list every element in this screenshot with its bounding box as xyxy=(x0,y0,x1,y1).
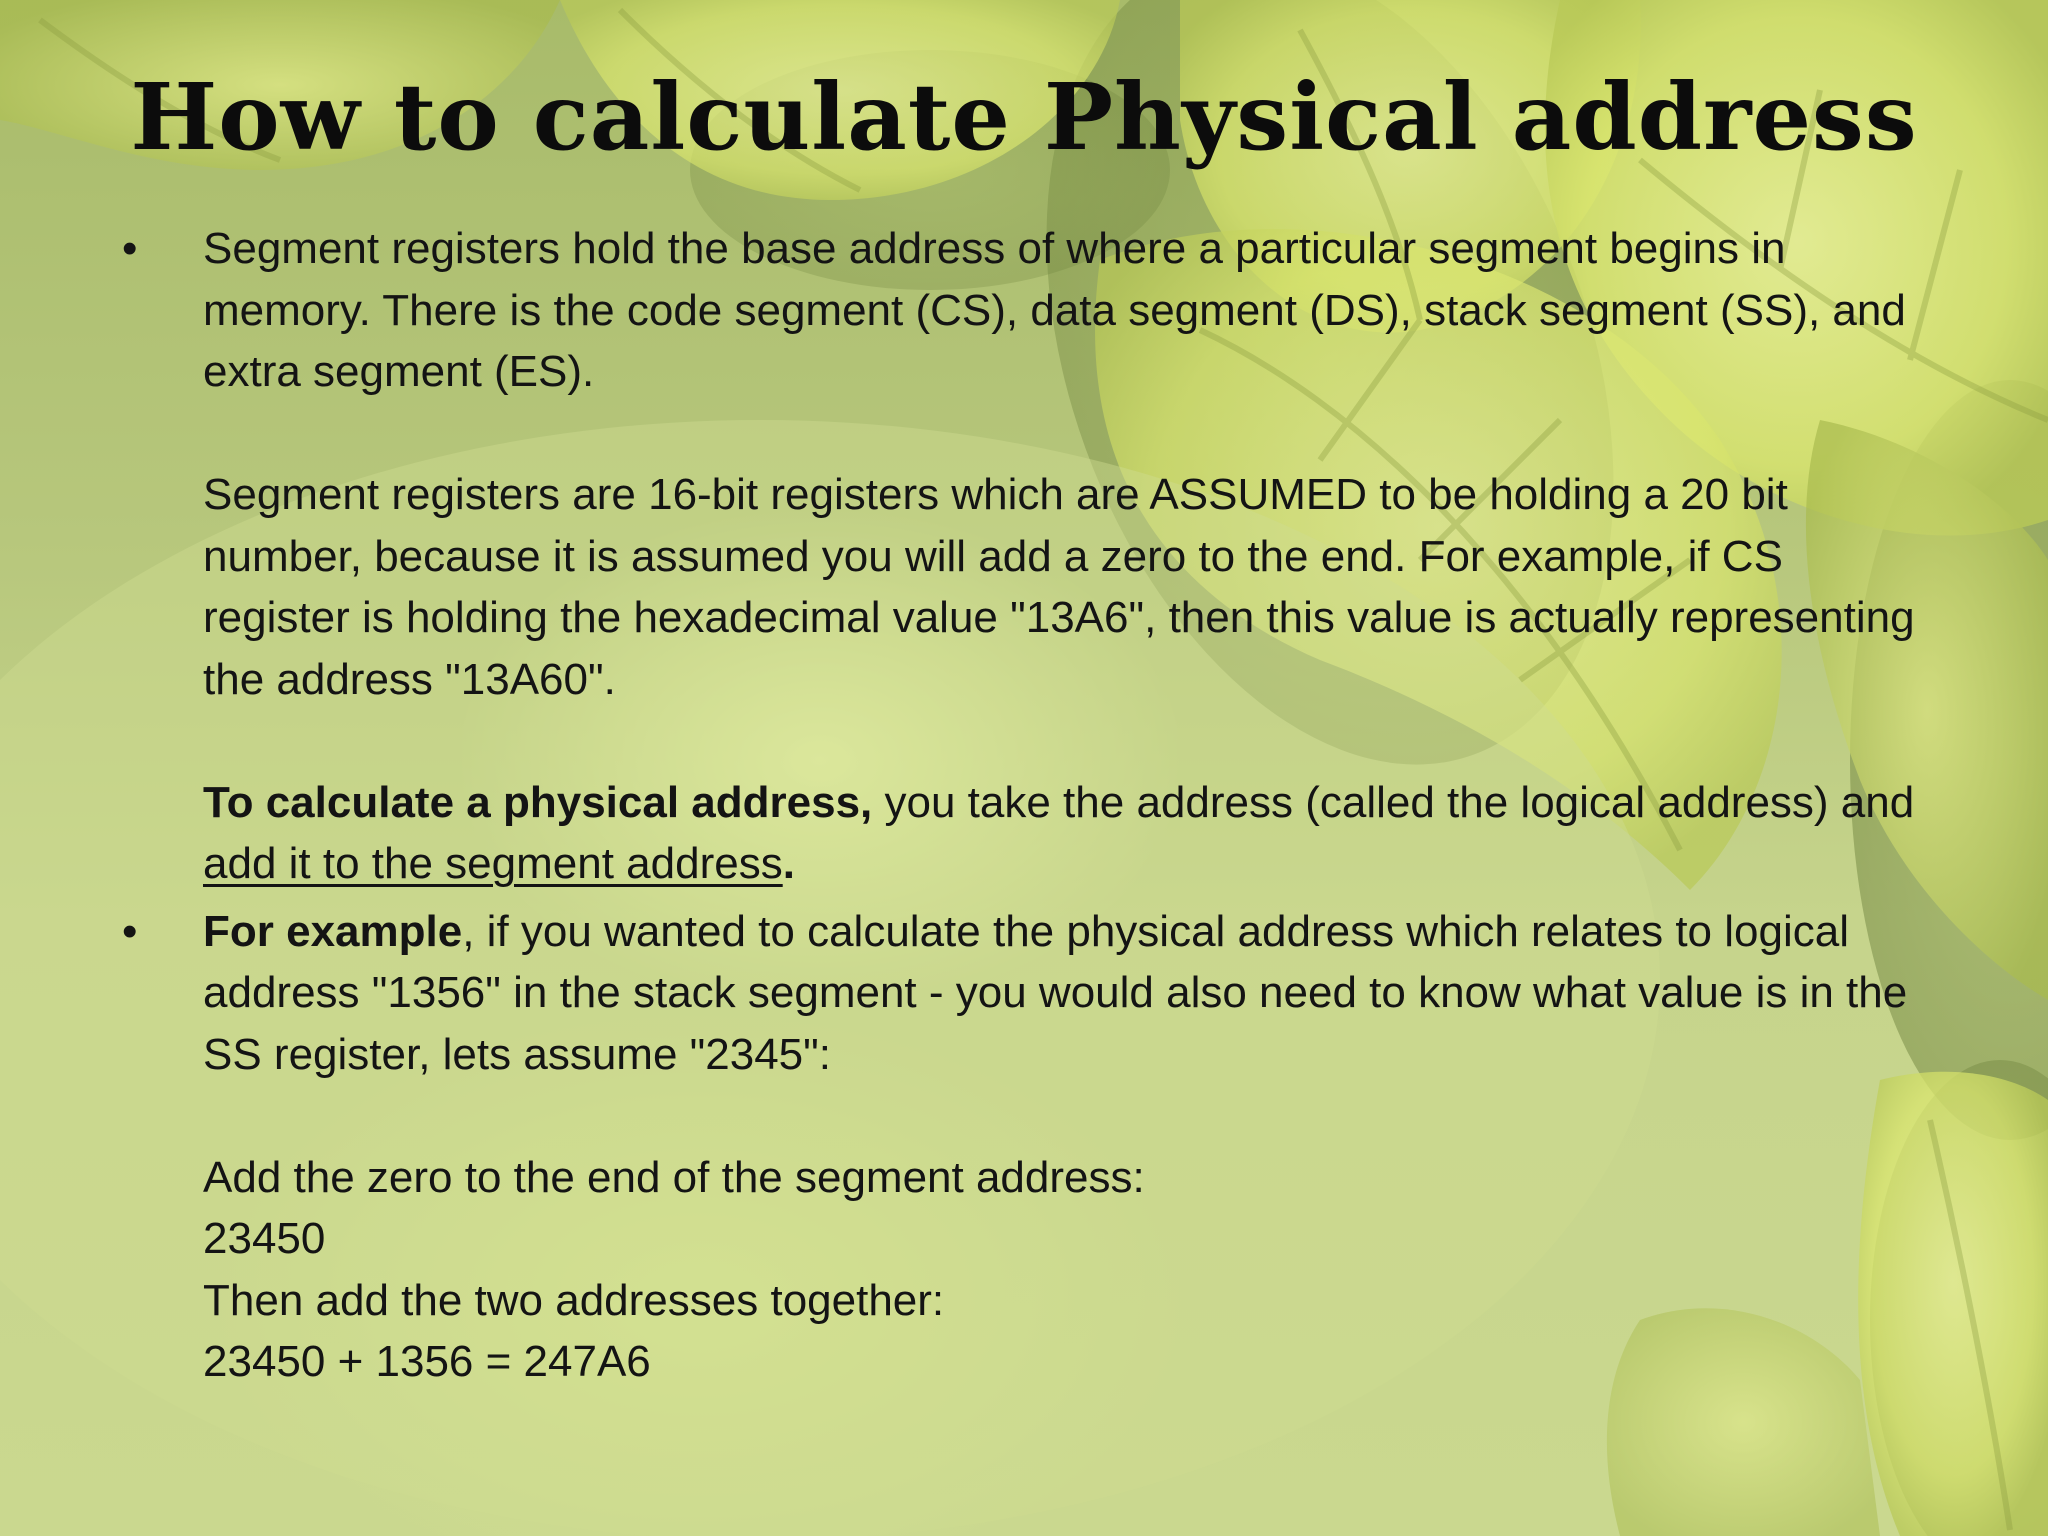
bullet-icon: • xyxy=(122,906,138,956)
paragraph-16-bit-registers: Segment registers are 16-bit registers which are ASSUMED to be holding a 20 bit number, because it is assumed you will add a zero to the end. For example, if CS register is holding the hexadecimal value "13A6", then this value is actually representing the address "13A60". xyxy=(203,470,1915,704)
period-text: . xyxy=(782,839,795,888)
slide-content xyxy=(120,218,1940,1393)
step-segment-value: 23450 xyxy=(203,1214,326,1263)
bullet-item-segment-registers xyxy=(120,218,1940,895)
underlined-text: add it to the segment address xyxy=(203,839,783,888)
spacer xyxy=(203,1085,1940,1147)
bold-lead-text: For example xyxy=(203,906,463,956)
bullet-icon: • xyxy=(122,224,138,273)
step-add-together: Then add the two addresses together: xyxy=(203,1275,945,1325)
bullet-item-example xyxy=(120,901,1940,1393)
paragraph-text: , if you wanted to calculate the physical address which relates to logical address "1356" in the stack segment - you would also need to know what value is in the SS register, lets assume "2345": xyxy=(203,906,1908,1079)
spacer xyxy=(203,403,1940,465)
step-add-zero: Add the zero to the end of the segment address: xyxy=(203,1152,1145,1202)
spacer xyxy=(203,710,1940,772)
paragraph-text: you take the address (called the logical address) and xyxy=(872,777,1915,827)
step-result: 23450 + 1356 = 247A6 xyxy=(203,1337,651,1386)
slide-title: How to calculate Physical address xyxy=(130,63,1918,171)
bold-lead-text: To calculate a physical address, xyxy=(203,777,873,827)
paragraph-example xyxy=(203,901,1940,1086)
paragraph-segment-registers: Segment registers hold the base address of where a particular segment begins in memory. There is the code segment (CS), data segment (DS), stack segment (SS), and extra segment (ES). xyxy=(203,224,1906,396)
paragraph-calculate-physical-address xyxy=(203,772,1940,895)
